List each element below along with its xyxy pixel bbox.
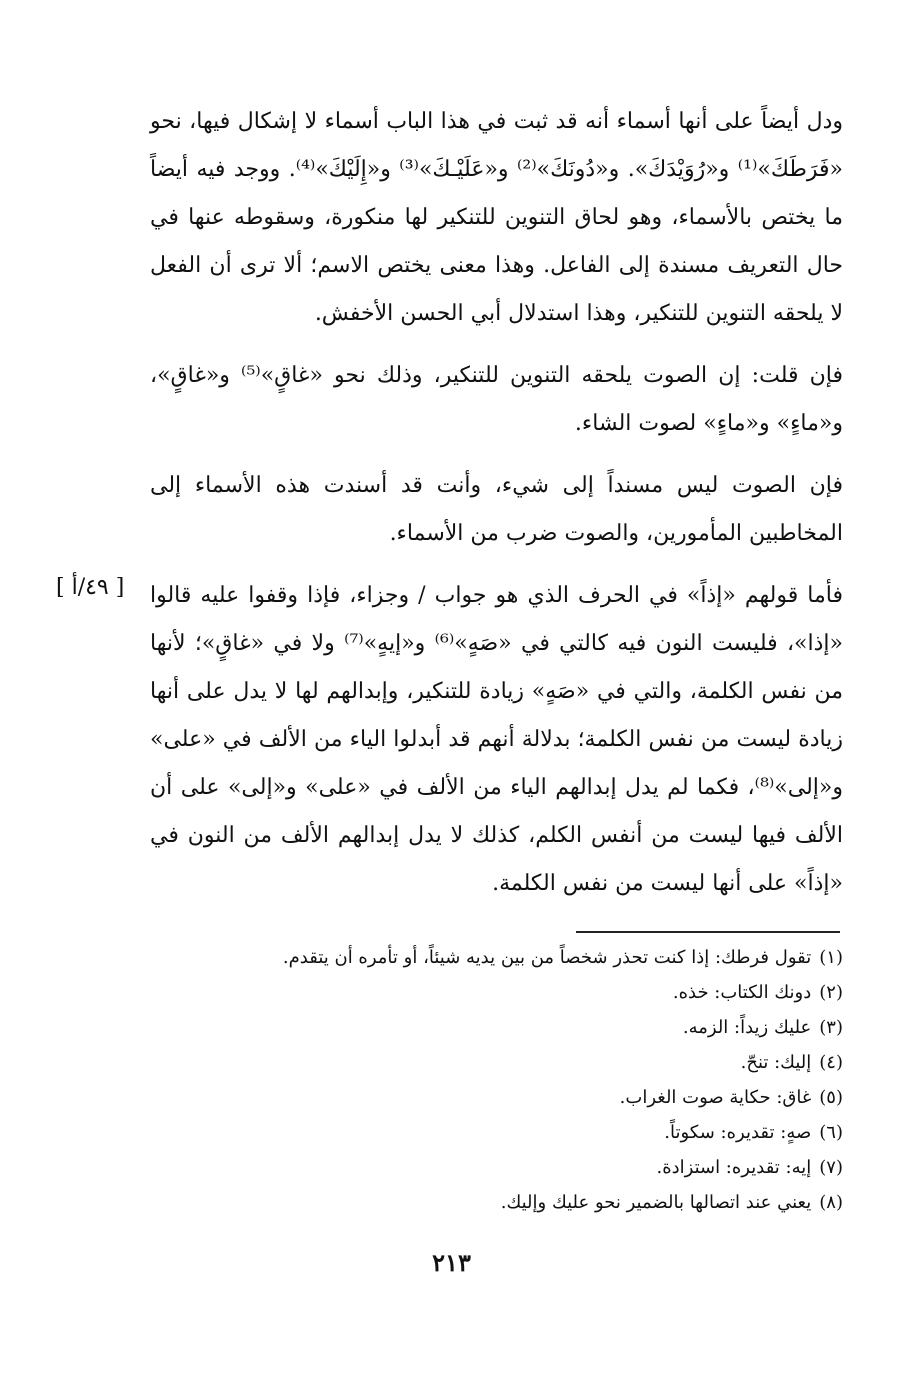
paragraph-4: فأما قولهم «إذاً» في الحرف الذي هو جواب / وجزاء، فإذا وقفوا عليه قالوا «إذا»، فليست النون فيه كالتي في «صَهٍ»⁽⁶⁾ و«إيهٍ»⁽⁷⁾ ولا في «غاقٍ»؛ لأنها من نفس الكلمة، والتي في «صَهٍ» زيادة للتنكير، وإبدالهم لها لا يدل على أنها زيادة ليست من نفس الكلمة؛ بدلالة أنهم قد أبدلوا الياء من الألف في «على» و«إلى»⁽⁸⁾، فكما لم يدل إبدالهم الياء من الألف في «على» و«إلى» على أن الألف فيها ليست من أنفس الكلم، كذلك لا يدل إبدالهم الألف من النون في «إذاً» على أنها ليست من نفس الكلمة.: [150, 583, 844, 896]
footnote-number: (٣): [819, 1017, 843, 1038]
footnote-7: [150, 1150, 843, 1185]
footnote-5: [150, 1080, 843, 1115]
paragraph-3: فإن الصوت ليس مسنداً إلى شيء، وأنت قد أسندت هذه الأسماء إلى المخاطبين المأمورين، والصوت ضرب من الأسماء.: [150, 473, 843, 546]
footnote-text: يعني عند اتصالها بالضمير نحو عليك وإليك.: [500, 1192, 812, 1213]
footnote-text: عليك زيداً: الزمه.: [682, 1017, 812, 1038]
page-number: ٢١٣: [432, 1248, 471, 1277]
footnotes: [150, 940, 843, 1220]
footnote-text: إيه: تقديره: استزادة.: [656, 1157, 812, 1178]
footnote-text: غاق: حكاية صوت الغراب.: [619, 1087, 812, 1108]
footnote-2: [150, 975, 843, 1010]
footnote-text: تقول فرطك: إذا كنت تحذر شخصاً من بين يديه شيئاً، أو تأمره أن يتقدم.: [282, 947, 812, 968]
paragraph-2: فإن قلت: إن الصوت يلحقه التنوين للتنكير، وذلك نحو «غاقٍ»⁽⁵⁾ و«غاقٍ»، و«ماءٍ» و«ماءٍ» لصوت الشاء.: [150, 363, 843, 436]
footnote-separator: [576, 931, 840, 933]
footnote-number: (٨): [819, 1192, 843, 1213]
footnote-text: دونك الكتاب: خذه.: [672, 982, 812, 1003]
footnote-number: (٤): [819, 1052, 843, 1073]
footnote-text: صهٍ: تقديره: سكوتاً.: [664, 1122, 812, 1143]
footnote-text: إليك: تنحّ.: [740, 1052, 812, 1073]
footnote-number: (٦): [819, 1122, 843, 1143]
footnote-number: (٢): [819, 982, 843, 1003]
footnote-number: (١): [819, 947, 843, 968]
footnote-1: [150, 940, 843, 975]
footnote-8: [150, 1185, 843, 1220]
footnote-3: [150, 1010, 843, 1045]
manuscript-folio-reference: [ ٤٩/أ ]: [56, 575, 125, 600]
footnote-6: [150, 1115, 843, 1150]
footnote-number: (٥): [819, 1087, 843, 1108]
footnote-number: (٧): [819, 1157, 843, 1178]
paragraph-1: ودل أيضاً على أنها أسماء أنه قد ثبت في هذا الباب أسماء لا إشكال فيها، نحو «فَرَطَكَ»⁽¹⁾ و«رُوَيْدَكَ». و«دُونَكَ»⁽²⁾ و«عَلَيْـكَ»⁽³⁾ و«إِلَيْكَ»⁽⁴⁾. ووجد فيه أيضاً ما يختص بالأسماء، وهو لحاق التنوين للتنكير لها منكورة، وسقوطه عنها في حال التعريف مسندة إلى الفاعل. وهذا معنى يختص الاسم؛ ألا ترى أن الفعل لا يلحقه التنوين للتنكير، وهذا استدلال أبي الحسن الأخفش.: [150, 109, 843, 326]
main-text: [150, 98, 843, 922]
footnote-4: [150, 1045, 843, 1080]
